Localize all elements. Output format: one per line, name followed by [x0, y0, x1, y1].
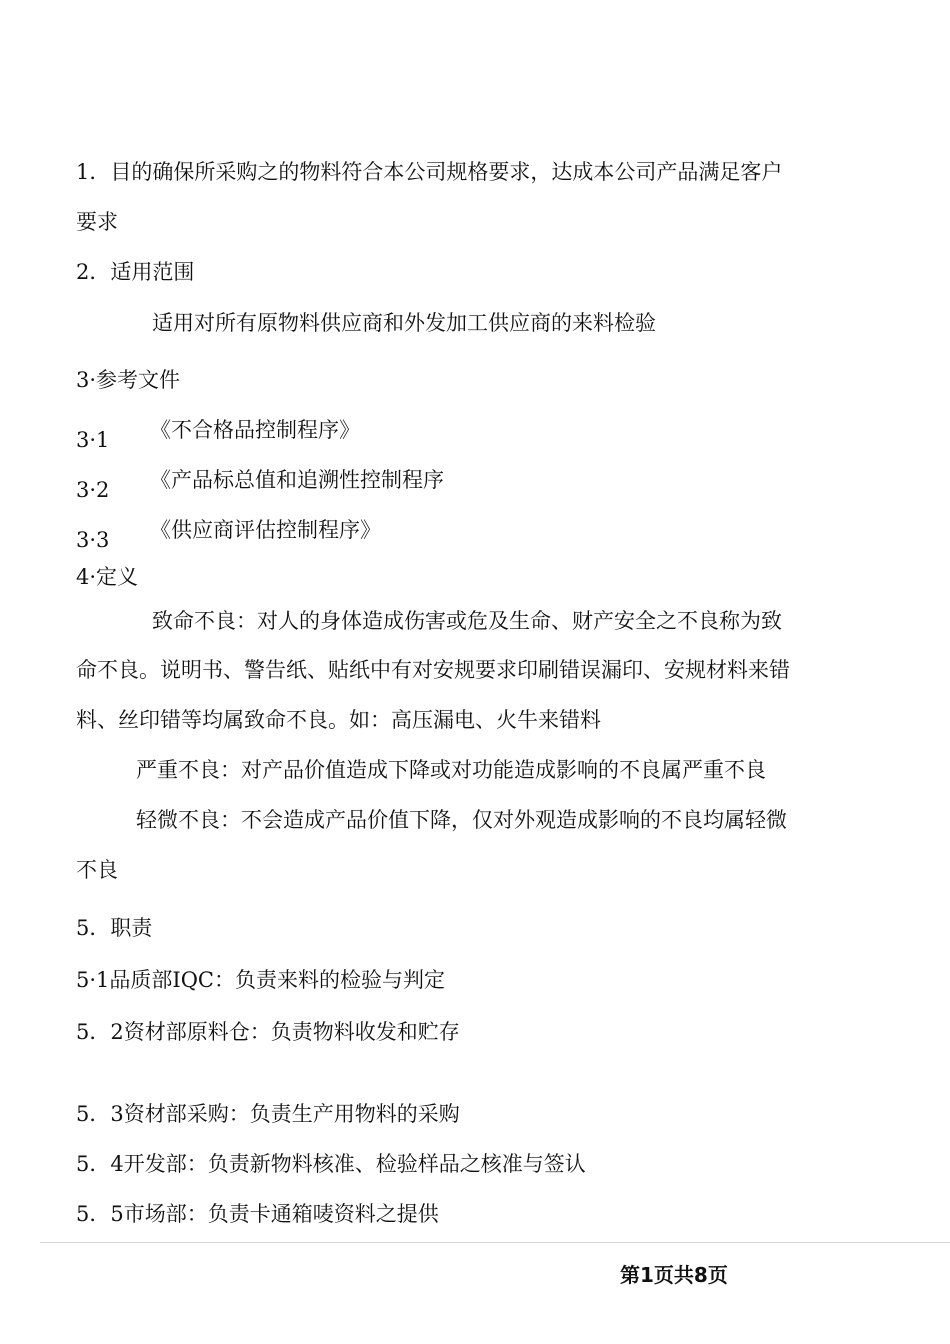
page-number: 第1页共8页 [620, 1263, 728, 1287]
definition-major: 严重不良：对产品价值造成下降或对功能造成影响的不良属严重不良 [136, 758, 766, 782]
definitions-heading: 4·定义 [76, 565, 139, 589]
scope-text: 适用对所有原物料供应商和外发加工供应商的来料检验 [152, 311, 656, 335]
footer-divider [40, 1242, 950, 1243]
references-heading: 3·参考文件 [76, 368, 181, 392]
responsibility-warehouse: 5．2资材部原料仓：负责物料收发和贮存 [76, 1020, 460, 1044]
definition-minor-line-1: 轻微不良：不会造成产品价值下降，仅对外观造成影响的不良均属轻微 [136, 808, 787, 832]
reference-number-2: 3·2 [76, 478, 110, 502]
definition-critical-line-3: 料、丝印错等均属致命不良。如：高压漏电、火牛来错料 [76, 708, 601, 732]
definition-critical-line-1: 致命不良：对人的身体造成伤害或危及生命、财产安全之不良称为致 [152, 609, 782, 633]
responsibility-development: 5．4开发部：负责新物料核准、检验样品之核准与签认 [76, 1152, 586, 1176]
responsibility-quality: 5·1品质部IQC：负责来料的检验与判定 [76, 968, 445, 992]
reference-title-1: 《不合格品控制程序》 [150, 418, 360, 442]
responsibility-marketing: 5．5市场部：负责卡通箱唛资料之提供 [76, 1202, 439, 1226]
reference-number-1: 3·1 [76, 428, 110, 452]
purpose-line-2: 要求 [76, 210, 118, 234]
reference-number-3: 3·3 [76, 528, 110, 552]
scope-heading: 2．适用范围 [76, 260, 195, 284]
definition-critical-line-2: 命不良。说明书、警告纸、贴纸中有对安规要求印刷错误漏印、安规材料来错 [76, 658, 790, 682]
reference-title-3: 《供应商评估控制程序》 [150, 518, 381, 542]
purpose-line-1: 1．目的确保所采购之的物料符合本公司规格要求，达成本公司产品满足客户 [76, 160, 783, 184]
reference-title-2: 《产品标总值和追溯性控制程序 [150, 468, 444, 492]
definition-minor-line-2: 不良 [76, 858, 118, 882]
responsibilities-heading: 5．职责 [76, 916, 153, 940]
responsibility-purchasing: 5．3资材部采购：负责生产用物料的采购 [76, 1102, 460, 1126]
